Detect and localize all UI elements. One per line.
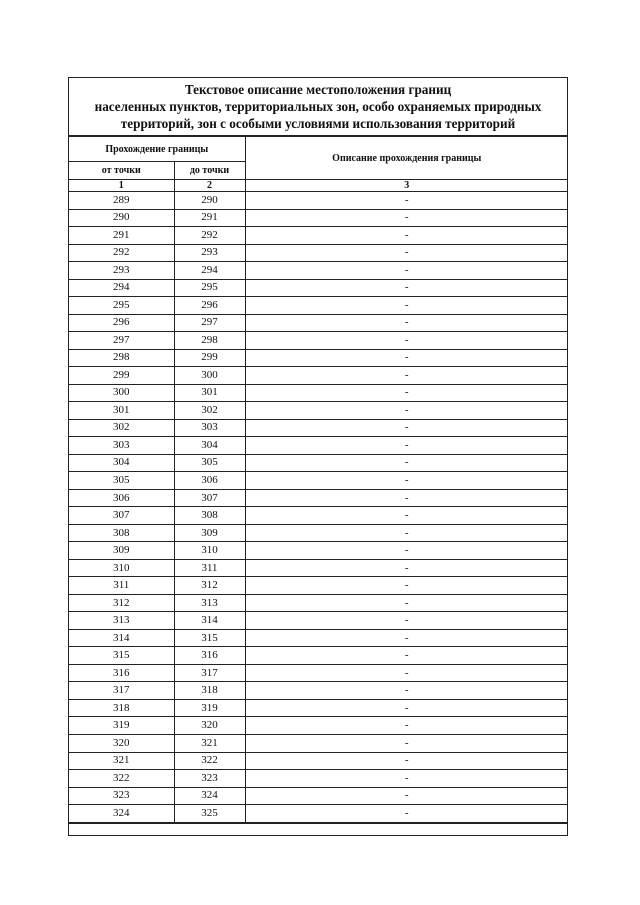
- cell-to-point: 322: [174, 752, 245, 770]
- table-row: [69, 594, 568, 612]
- table-row: [69, 367, 568, 385]
- cell-from-point: 309: [69, 542, 174, 560]
- cell-from-point: 316: [69, 664, 174, 682]
- table-row: [69, 787, 568, 805]
- cell-description: -: [245, 209, 568, 227]
- table-row: [69, 489, 568, 507]
- header-from-point: от точки: [69, 162, 174, 180]
- cell-to-point: 317: [174, 664, 245, 682]
- cell-description: -: [245, 454, 568, 472]
- table-row: [69, 419, 568, 437]
- cell-to-point: 292: [174, 227, 245, 245]
- cell-description: -: [245, 472, 568, 490]
- table-row: [69, 297, 568, 315]
- cell-to-point: 325: [174, 805, 245, 823]
- cell-description: -: [245, 770, 568, 788]
- cell-description: -: [245, 647, 568, 665]
- table-row: [69, 699, 568, 717]
- cell-from-point: 295: [69, 297, 174, 315]
- cell-to-point: 311: [174, 559, 245, 577]
- cell-description: -: [245, 577, 568, 595]
- cell-description: -: [245, 437, 568, 455]
- cell-to-point: 318: [174, 682, 245, 700]
- table-row: [69, 332, 568, 350]
- table-row: [69, 717, 568, 735]
- header-col-number-3: 3: [245, 180, 568, 192]
- cell-to-point: 308: [174, 507, 245, 525]
- table-row: [69, 542, 568, 560]
- cell-from-point: 289: [69, 192, 174, 210]
- header-description: Описание прохождения границы: [245, 137, 568, 180]
- cell-to-point: 321: [174, 734, 245, 752]
- cell-from-point: 299: [69, 367, 174, 385]
- cell-to-point: 309: [174, 524, 245, 542]
- cell-from-point: 310: [69, 559, 174, 577]
- cell-from-point: 321: [69, 752, 174, 770]
- cell-to-point: 299: [174, 349, 245, 367]
- cell-description: -: [245, 227, 568, 245]
- cell-from-point: 305: [69, 472, 174, 490]
- cell-from-point: 302: [69, 419, 174, 437]
- table-row: [69, 402, 568, 420]
- table-row: [69, 437, 568, 455]
- cell-from-point: 314: [69, 629, 174, 647]
- boundary-table: [69, 136, 568, 823]
- cell-to-point: 312: [174, 577, 245, 595]
- cell-description: -: [245, 524, 568, 542]
- cell-description: -: [245, 192, 568, 210]
- table-row: [69, 629, 568, 647]
- cell-to-point: 295: [174, 279, 245, 297]
- cell-from-point: 307: [69, 507, 174, 525]
- cell-description: -: [245, 805, 568, 823]
- cell-description: -: [245, 787, 568, 805]
- cell-to-point: 302: [174, 402, 245, 420]
- cell-from-point: 296: [69, 314, 174, 332]
- cell-to-point: 323: [174, 770, 245, 788]
- table-row: [69, 752, 568, 770]
- cell-to-point: 290: [174, 192, 245, 210]
- table-row: [69, 664, 568, 682]
- cell-description: -: [245, 629, 568, 647]
- header-passage: Прохождение границы: [69, 137, 245, 162]
- table-bottom-spacer: [69, 823, 567, 830]
- cell-to-point: 294: [174, 262, 245, 280]
- cell-from-point: 315: [69, 647, 174, 665]
- cell-description: -: [245, 262, 568, 280]
- table-row: [69, 454, 568, 472]
- header-to-point: до точки: [174, 162, 245, 180]
- table-row: [69, 279, 568, 297]
- cell-to-point: 300: [174, 367, 245, 385]
- table-row: [69, 472, 568, 490]
- cell-to-point: 310: [174, 542, 245, 560]
- cell-to-point: 315: [174, 629, 245, 647]
- cell-to-point: 313: [174, 594, 245, 612]
- cell-description: -: [245, 332, 568, 350]
- cell-description: -: [245, 244, 568, 262]
- cell-from-point: 322: [69, 770, 174, 788]
- table-row: [69, 262, 568, 280]
- cell-description: -: [245, 752, 568, 770]
- table-body: [69, 192, 568, 823]
- cell-description: -: [245, 734, 568, 752]
- cell-from-point: 313: [69, 612, 174, 630]
- cell-description: -: [245, 612, 568, 630]
- table-row: [69, 647, 568, 665]
- cell-to-point: 307: [174, 489, 245, 507]
- cell-from-point: 318: [69, 699, 174, 717]
- cell-to-point: 319: [174, 699, 245, 717]
- table-row: [69, 559, 568, 577]
- cell-to-point: 298: [174, 332, 245, 350]
- cell-from-point: 308: [69, 524, 174, 542]
- cell-from-point: 294: [69, 279, 174, 297]
- table-row: [69, 192, 568, 210]
- header-col-number-1: 1: [69, 180, 174, 192]
- cell-from-point: 317: [69, 682, 174, 700]
- cell-description: -: [245, 367, 568, 385]
- cell-to-point: 293: [174, 244, 245, 262]
- cell-from-point: 323: [69, 787, 174, 805]
- cell-from-point: 292: [69, 244, 174, 262]
- cell-description: -: [245, 559, 568, 577]
- cell-to-point: 316: [174, 647, 245, 665]
- cell-description: -: [245, 699, 568, 717]
- document-frame: [68, 77, 568, 836]
- cell-from-point: 306: [69, 489, 174, 507]
- cell-from-point: 300: [69, 384, 174, 402]
- cell-from-point: 319: [69, 717, 174, 735]
- cell-description: -: [245, 489, 568, 507]
- cell-from-point: 298: [69, 349, 174, 367]
- cell-from-point: 290: [69, 209, 174, 227]
- cell-to-point: 304: [174, 437, 245, 455]
- cell-description: -: [245, 594, 568, 612]
- cell-description: -: [245, 717, 568, 735]
- table-row: [69, 805, 568, 823]
- table-row: [69, 734, 568, 752]
- table-row: [69, 507, 568, 525]
- cell-from-point: 320: [69, 734, 174, 752]
- cell-from-point: 312: [69, 594, 174, 612]
- cell-to-point: 320: [174, 717, 245, 735]
- title-line-2: населенных пунктов, территориальных зон, особо охраняемых природных: [94, 99, 542, 114]
- cell-description: -: [245, 507, 568, 525]
- cell-from-point: 304: [69, 454, 174, 472]
- cell-description: -: [245, 314, 568, 332]
- table-row: [69, 770, 568, 788]
- table-row: [69, 314, 568, 332]
- cell-description: -: [245, 419, 568, 437]
- cell-to-point: 303: [174, 419, 245, 437]
- document-title: [69, 78, 567, 136]
- cell-to-point: 314: [174, 612, 245, 630]
- title-line-3: территорий, зон с особыми условиями использования территорий: [120, 116, 516, 131]
- cell-to-point: 297: [174, 314, 245, 332]
- cell-from-point: 293: [69, 262, 174, 280]
- table-row: [69, 524, 568, 542]
- cell-to-point: 296: [174, 297, 245, 315]
- table-row: [69, 227, 568, 245]
- cell-to-point: 305: [174, 454, 245, 472]
- cell-description: -: [245, 297, 568, 315]
- cell-description: -: [245, 664, 568, 682]
- header-col-number-2: 2: [174, 180, 245, 192]
- cell-from-point: 291: [69, 227, 174, 245]
- cell-description: -: [245, 384, 568, 402]
- cell-from-point: 311: [69, 577, 174, 595]
- cell-description: -: [245, 542, 568, 560]
- table-row: [69, 209, 568, 227]
- table-row: [69, 682, 568, 700]
- cell-description: -: [245, 349, 568, 367]
- title-line-1: Текстовое описание местоположения границ: [184, 82, 452, 97]
- table-row: [69, 349, 568, 367]
- table-row: [69, 577, 568, 595]
- cell-description: -: [245, 402, 568, 420]
- cell-to-point: 301: [174, 384, 245, 402]
- cell-to-point: 324: [174, 787, 245, 805]
- cell-from-point: 297: [69, 332, 174, 350]
- cell-from-point: 301: [69, 402, 174, 420]
- table-row: [69, 244, 568, 262]
- table-row: [69, 384, 568, 402]
- cell-to-point: 306: [174, 472, 245, 490]
- cell-to-point: 291: [174, 209, 245, 227]
- cell-from-point: 324: [69, 805, 174, 823]
- cell-from-point: 303: [69, 437, 174, 455]
- table-row: [69, 612, 568, 630]
- cell-description: -: [245, 682, 568, 700]
- cell-description: -: [245, 279, 568, 297]
